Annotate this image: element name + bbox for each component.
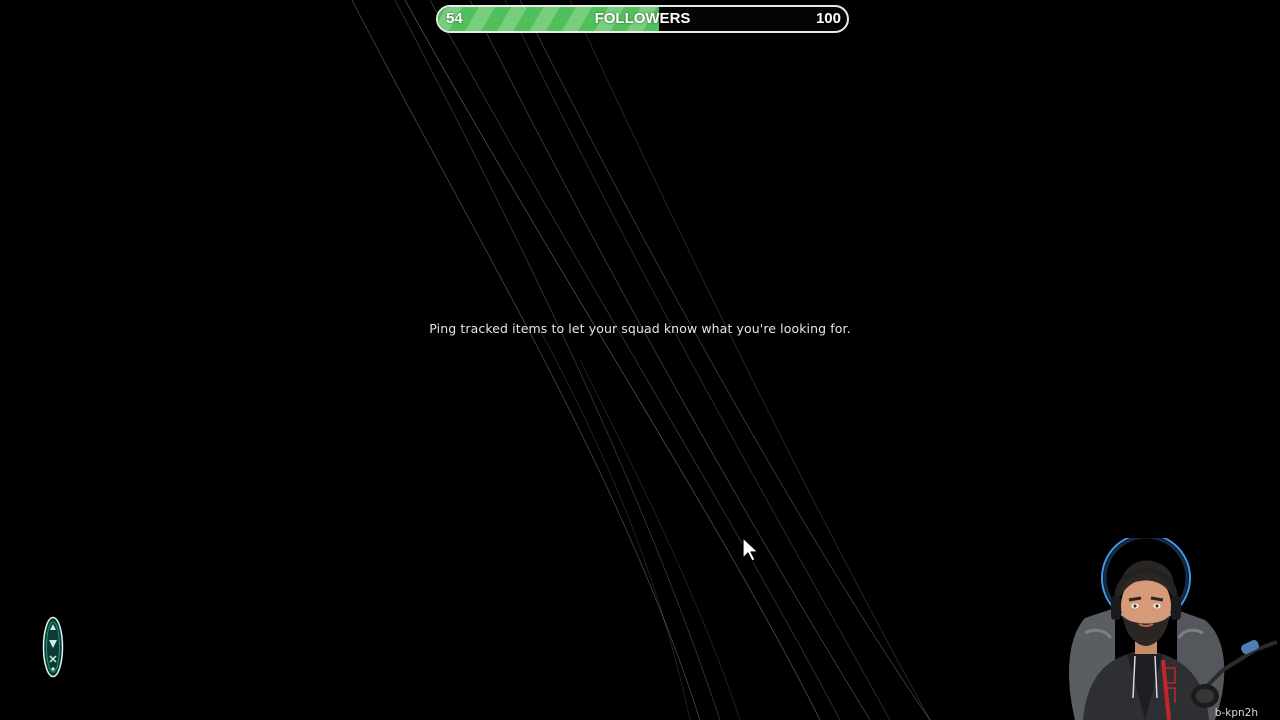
squad-emblem-icon <box>42 616 64 678</box>
mouse-pointer-icon <box>742 537 762 563</box>
streamer-handle: b-kpn2h <box>1214 707 1258 719</box>
follower-goal-title: FOLLOWERS <box>594 10 691 27</box>
follower-goal-target: 100 <box>815 10 841 27</box>
tip-text: Ping tracked items to let your squad know what you're looking for. <box>429 321 851 336</box>
follower-goal-bar <box>436 5 849 33</box>
follower-current-count: 54 <box>446 10 463 27</box>
streamer-avatar <box>1055 538 1280 720</box>
